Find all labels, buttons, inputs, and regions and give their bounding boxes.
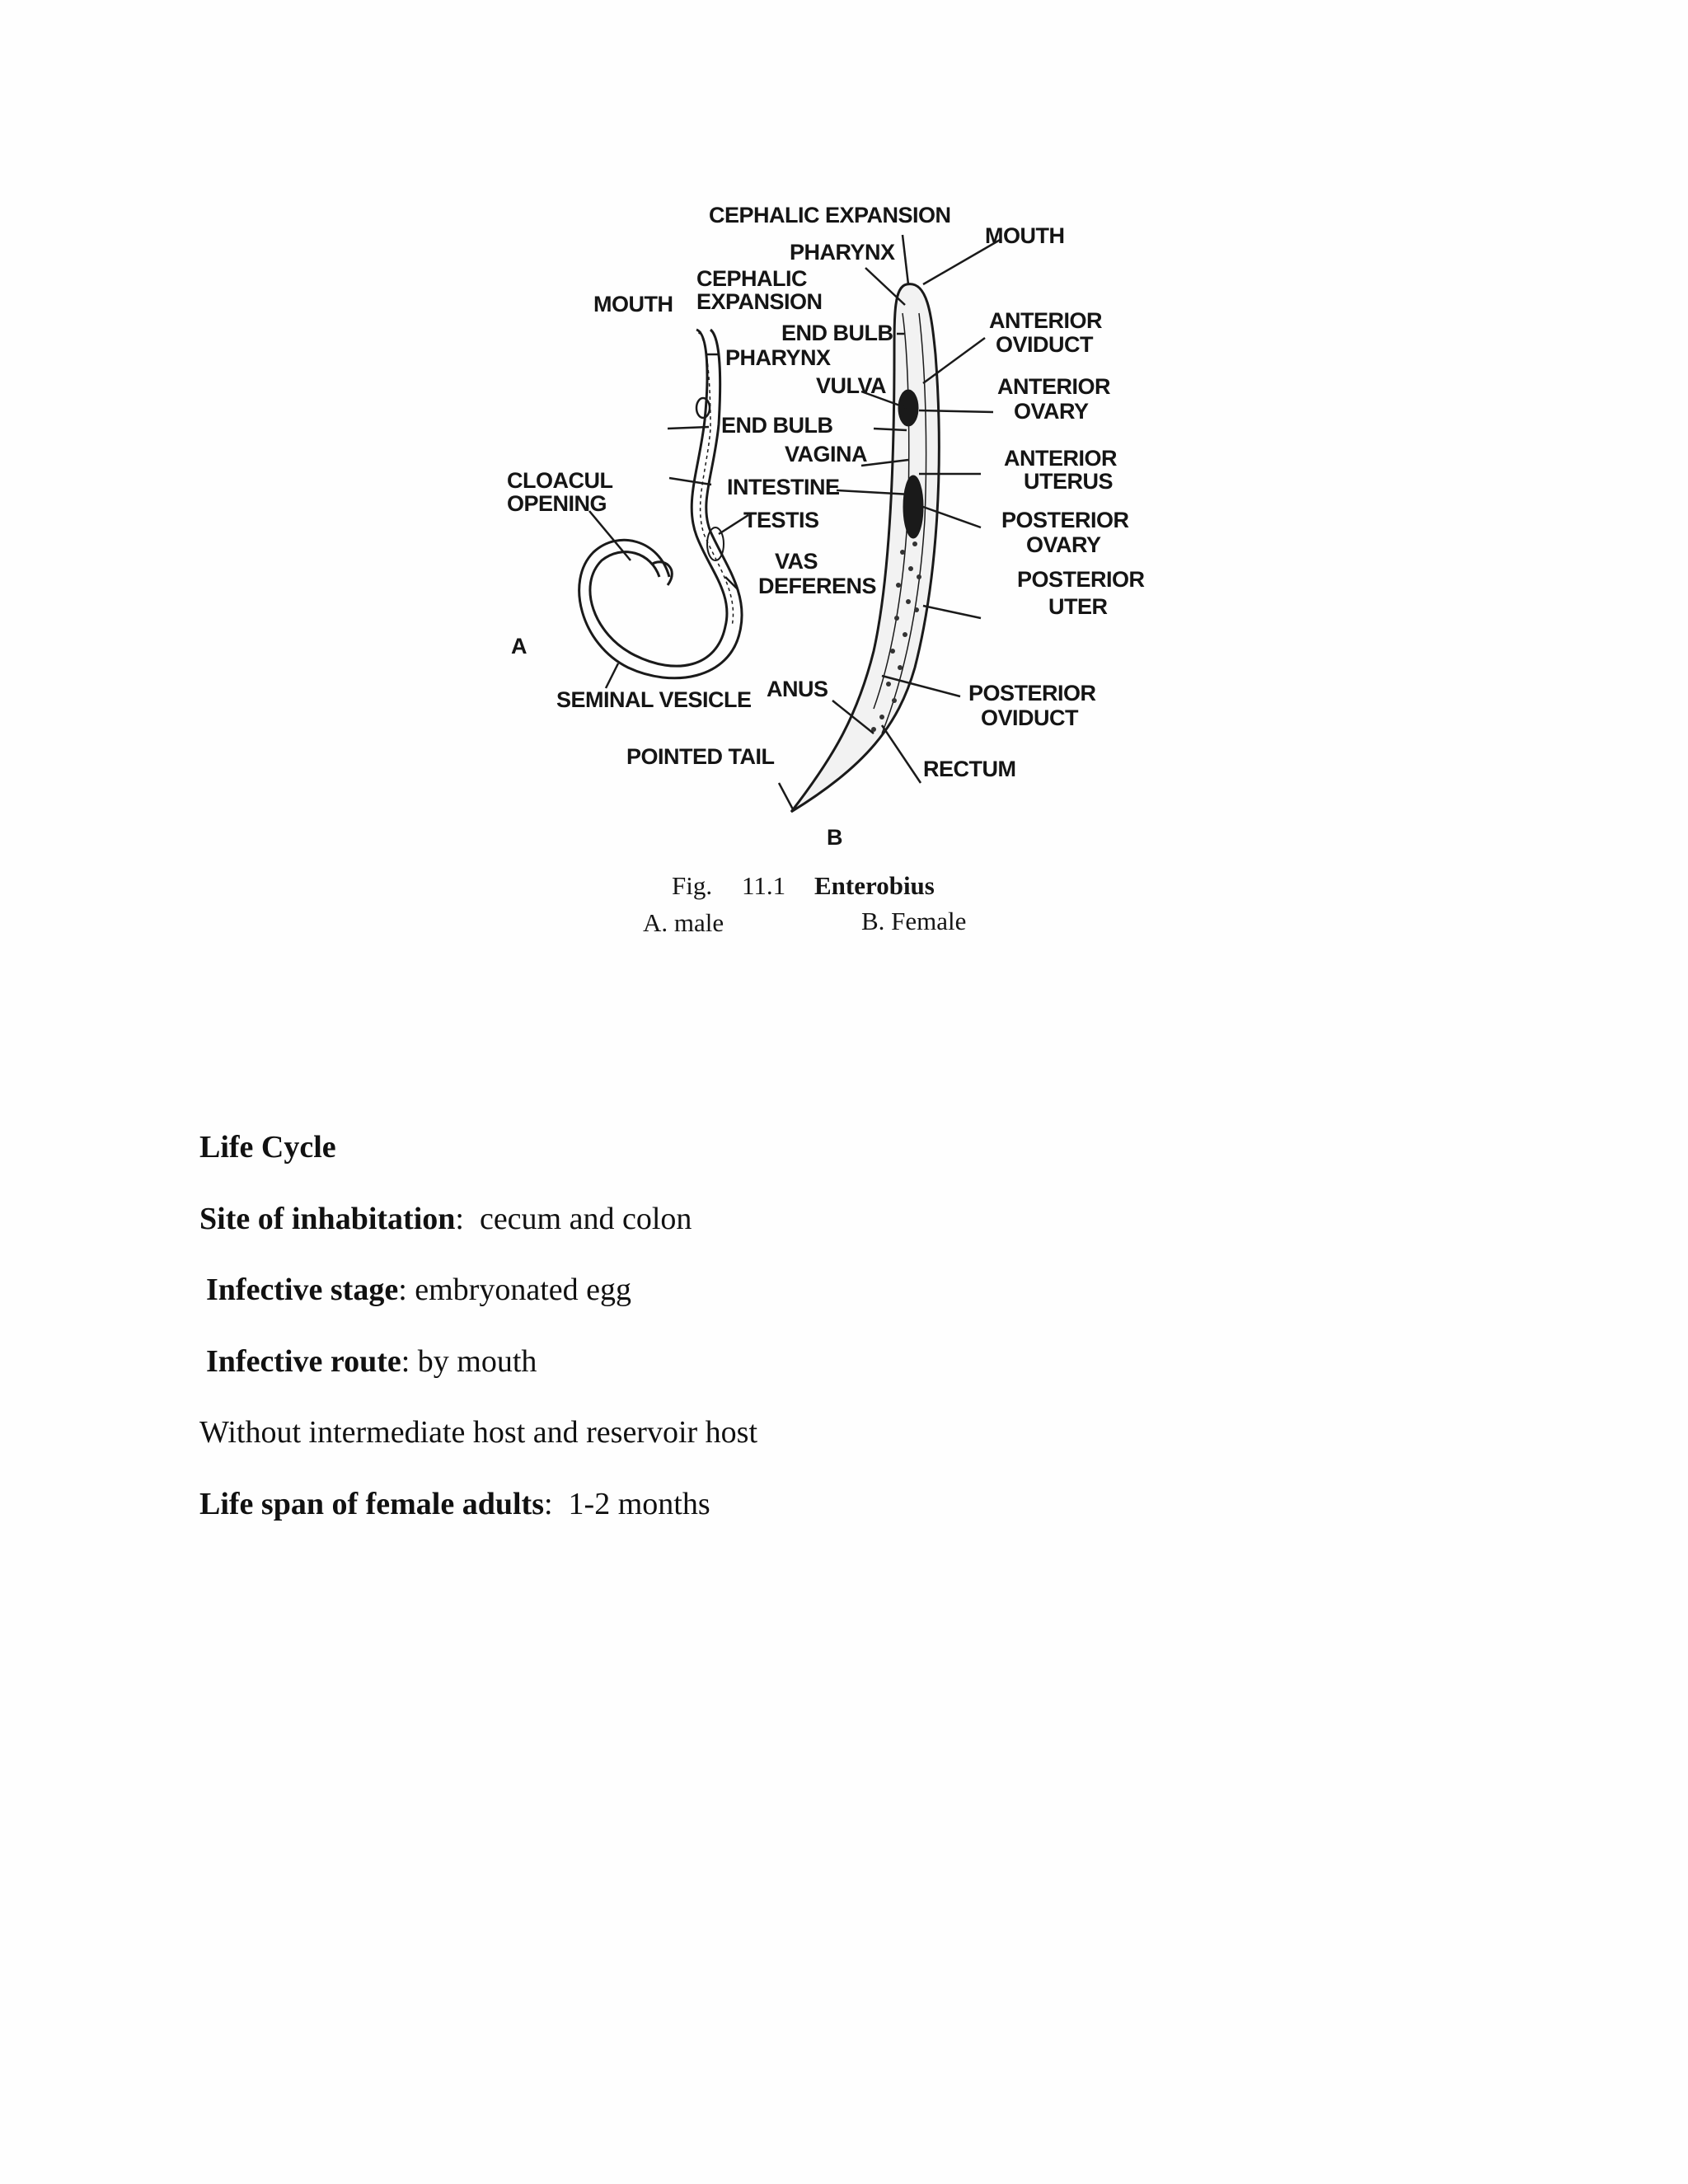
site-label: Site of inhabitation xyxy=(199,1202,456,1236)
label-intestine: INTESTINE xyxy=(727,475,840,499)
label-posterior-ovary-1: POSTERIOR xyxy=(1001,508,1129,532)
label-rectum: RECTUM xyxy=(923,757,1016,781)
heading-text: Life Cycle xyxy=(199,1130,336,1165)
label-posterior-uter-1: POSTERIOR xyxy=(1017,567,1145,592)
enterobius-illustration xyxy=(486,190,1187,964)
caption-title: Enterobius xyxy=(814,871,935,900)
label-cloacul-1: CLOACUL xyxy=(507,468,613,493)
label-anterior-ovary-1: ANTERIOR xyxy=(997,374,1110,399)
label-end-bulb-male: END BULB xyxy=(721,413,833,438)
infective-route-line xyxy=(206,1343,537,1380)
label-seminal-vesicle: SEMINAL VESICLE xyxy=(556,687,752,712)
label-anterior-oviduct-2: OVIDUCT xyxy=(996,332,1093,357)
label-posterior-oviduct-1: POSTERIOR xyxy=(968,681,1096,705)
caption-fig: Fig. xyxy=(672,871,713,900)
enterobius-figure xyxy=(486,190,1187,964)
route-value: : by mouth xyxy=(401,1344,537,1379)
label-posterior-uter-2: UTER xyxy=(1048,594,1108,619)
label-cephalic-expansion-female: CEPHALIC EXPANSION xyxy=(709,203,951,227)
stage-label: Infective stage xyxy=(206,1272,399,1307)
label-pharynx-female: PHARYNX xyxy=(790,240,895,265)
label-vas-1: VAS xyxy=(775,549,818,574)
label-vas-2: DEFERENS xyxy=(758,574,877,598)
lifespan-value: : 1-2 months xyxy=(544,1487,710,1521)
label-cloacul-2: OPENING xyxy=(507,491,607,516)
label-end-bulb-female: END BULB xyxy=(781,321,893,345)
label-anterior-ovary-2: OVARY xyxy=(1014,399,1089,424)
label-anterior-oviduct-1: ANTERIOR xyxy=(989,308,1102,333)
caption-number: 11.1 xyxy=(742,871,786,900)
label-testis: TESTIS xyxy=(743,508,819,532)
caption-part-b: B. Female xyxy=(861,907,967,935)
stage-value: : embryonated egg xyxy=(398,1272,631,1307)
label-anterior-uterus-1: ANTERIOR xyxy=(1004,446,1117,471)
label-mouth-male: MOUTH xyxy=(593,292,673,316)
label-posterior-ovary-2: OVARY xyxy=(1026,532,1101,557)
label-pointed-tail: POINTED TAIL xyxy=(626,744,775,769)
label-vulva: VULVA xyxy=(816,373,886,398)
host-text: Without intermediate host and reservoir host xyxy=(199,1415,758,1450)
caption-part-a: A. male xyxy=(643,908,724,937)
label-letter-b: B xyxy=(827,825,842,850)
label-anus: ANUS xyxy=(767,677,828,701)
label-mouth-female: MOUTH xyxy=(985,223,1065,248)
label-cephalic-male-1: CEPHALIC xyxy=(696,266,808,291)
host-line xyxy=(199,1414,757,1451)
label-pharynx-male: PHARYNX xyxy=(725,345,831,370)
label-cephalic-male-2: EXPANSION xyxy=(696,289,823,314)
label-vagina: VAGINA xyxy=(785,442,868,466)
label-posterior-oviduct-2: OVIDUCT xyxy=(981,705,1078,730)
label-letter-a: A xyxy=(511,634,527,658)
lifespan-line xyxy=(199,1486,710,1522)
route-label: Infective route xyxy=(206,1344,401,1379)
site-of-inhabitation-line xyxy=(199,1201,692,1237)
label-anterior-uterus-2: UTERUS xyxy=(1024,469,1114,494)
life-cycle-heading xyxy=(199,1129,336,1165)
lifespan-label: Life span of female adults xyxy=(199,1487,544,1521)
site-value: : cecum and colon xyxy=(455,1202,692,1236)
infective-stage-line xyxy=(206,1272,631,1308)
